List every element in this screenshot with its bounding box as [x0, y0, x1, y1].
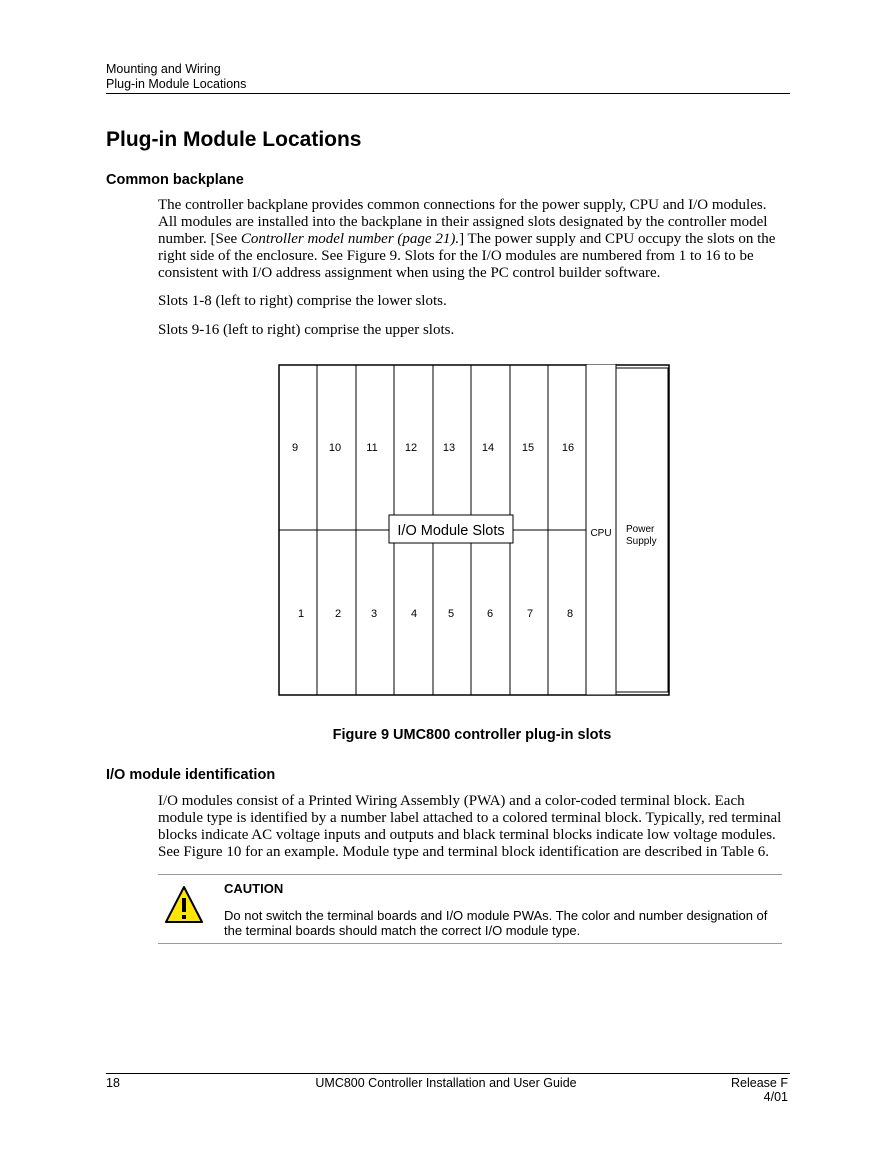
slot-label-upper: 16: [561, 442, 575, 454]
paragraph-io-identification: I/O modules consist of a Printed Wiring Assembly (PWA) and a color-coded terminal block. Each module type is identified by a number label attached to a colored terminal block. Typically, red terminal blocks indicate AC voltage inputs and outputs and black terminal blocks indicate low voltage modules. See Figure 10 for an example. Module type and terminal block identification are described in Table 6.: [158, 793, 782, 860]
paragraph-backplane-part2: ] The power supply and CPU occupy the slots on the right side of the enclosure. See Figure 9. Slots for the I/O modules are numbered from 1 to 16 to be consistent with I/O address assignment when using the PC control builder software.: [158, 231, 776, 281]
slot-label-upper: 14: [481, 442, 495, 454]
release-date: 4/01: [763, 1090, 788, 1104]
slot-label-lower: 4: [410, 608, 418, 620]
caution-title: CAUTION: [224, 881, 284, 896]
caution-top-rule: [158, 874, 782, 875]
slot-label-upper: 15: [521, 442, 535, 454]
slot-label-lower: 1: [297, 608, 305, 620]
section-heading-io-identification: I/O module identification: [106, 767, 276, 783]
paragraph-backplane: [158, 197, 788, 282]
caution-text: Do not switch the terminal boards and I/O module PWAs. The color and number designation of the terminal boards should match the correct I/O module type.: [224, 908, 768, 938]
slot-label-upper: 9: [291, 442, 299, 454]
slot-label-lower: 7: [526, 608, 534, 620]
paragraph-upper-slots: Slots 9-16 (left to right) comprise the upper slots.: [158, 322, 455, 338]
slot-label-lower: 2: [334, 608, 342, 620]
footer-doc-title: UMC800 Controller Installation and User Guide: [315, 1076, 577, 1090]
slot-label-upper: 13: [442, 442, 456, 454]
release-label: Release F: [731, 1076, 788, 1090]
plug-in-slots-diagram: [278, 364, 670, 696]
warning-triangle-icon: [164, 885, 204, 925]
slot-label-lower: 6: [486, 608, 494, 620]
running-header: [106, 62, 790, 92]
slot-label-lower: 3: [370, 608, 378, 620]
cpu-label: CPU: [590, 528, 612, 539]
footer-release: [731, 1076, 788, 1104]
page-title: Plug-in Module Locations: [106, 128, 362, 151]
caution-bottom-rule: [158, 943, 782, 944]
slot-label-upper: 10: [328, 442, 342, 454]
header-section: Plug-in Module Locations: [106, 77, 247, 91]
slot-label-lower: 5: [447, 608, 455, 620]
footer-divider: [106, 1073, 790, 1074]
power-supply-label-line1: Power: [626, 524, 655, 535]
slot-label-lower: 8: [566, 608, 574, 620]
paragraph-backplane-part1: The controller backplane provides common connections for the power supply, CPU and I/O modules. All modules are installed into the backplane in their assigned slots designated by the controller model number. [See: [158, 197, 768, 247]
io-module-slots-label: I/O Module Slots: [397, 523, 505, 539]
slot-label-upper: 12: [404, 442, 418, 454]
page-number: 18: [106, 1076, 120, 1090]
header-chapter: Mounting and Wiring: [106, 62, 221, 76]
section-heading-common-backplane: Common backplane: [106, 172, 244, 188]
slot-label-upper: 11: [366, 442, 378, 454]
paragraph-lower-slots: Slots 1-8 (left to right) comprise the lower slots.: [158, 293, 447, 309]
model-number-link[interactable]: Controller model number (page 21).: [240, 231, 460, 247]
header-divider: [106, 93, 790, 94]
figure-caption: Figure 9 UMC800 controller plug-in slots: [332, 727, 612, 743]
power-supply-label-line2: Supply: [626, 536, 657, 547]
